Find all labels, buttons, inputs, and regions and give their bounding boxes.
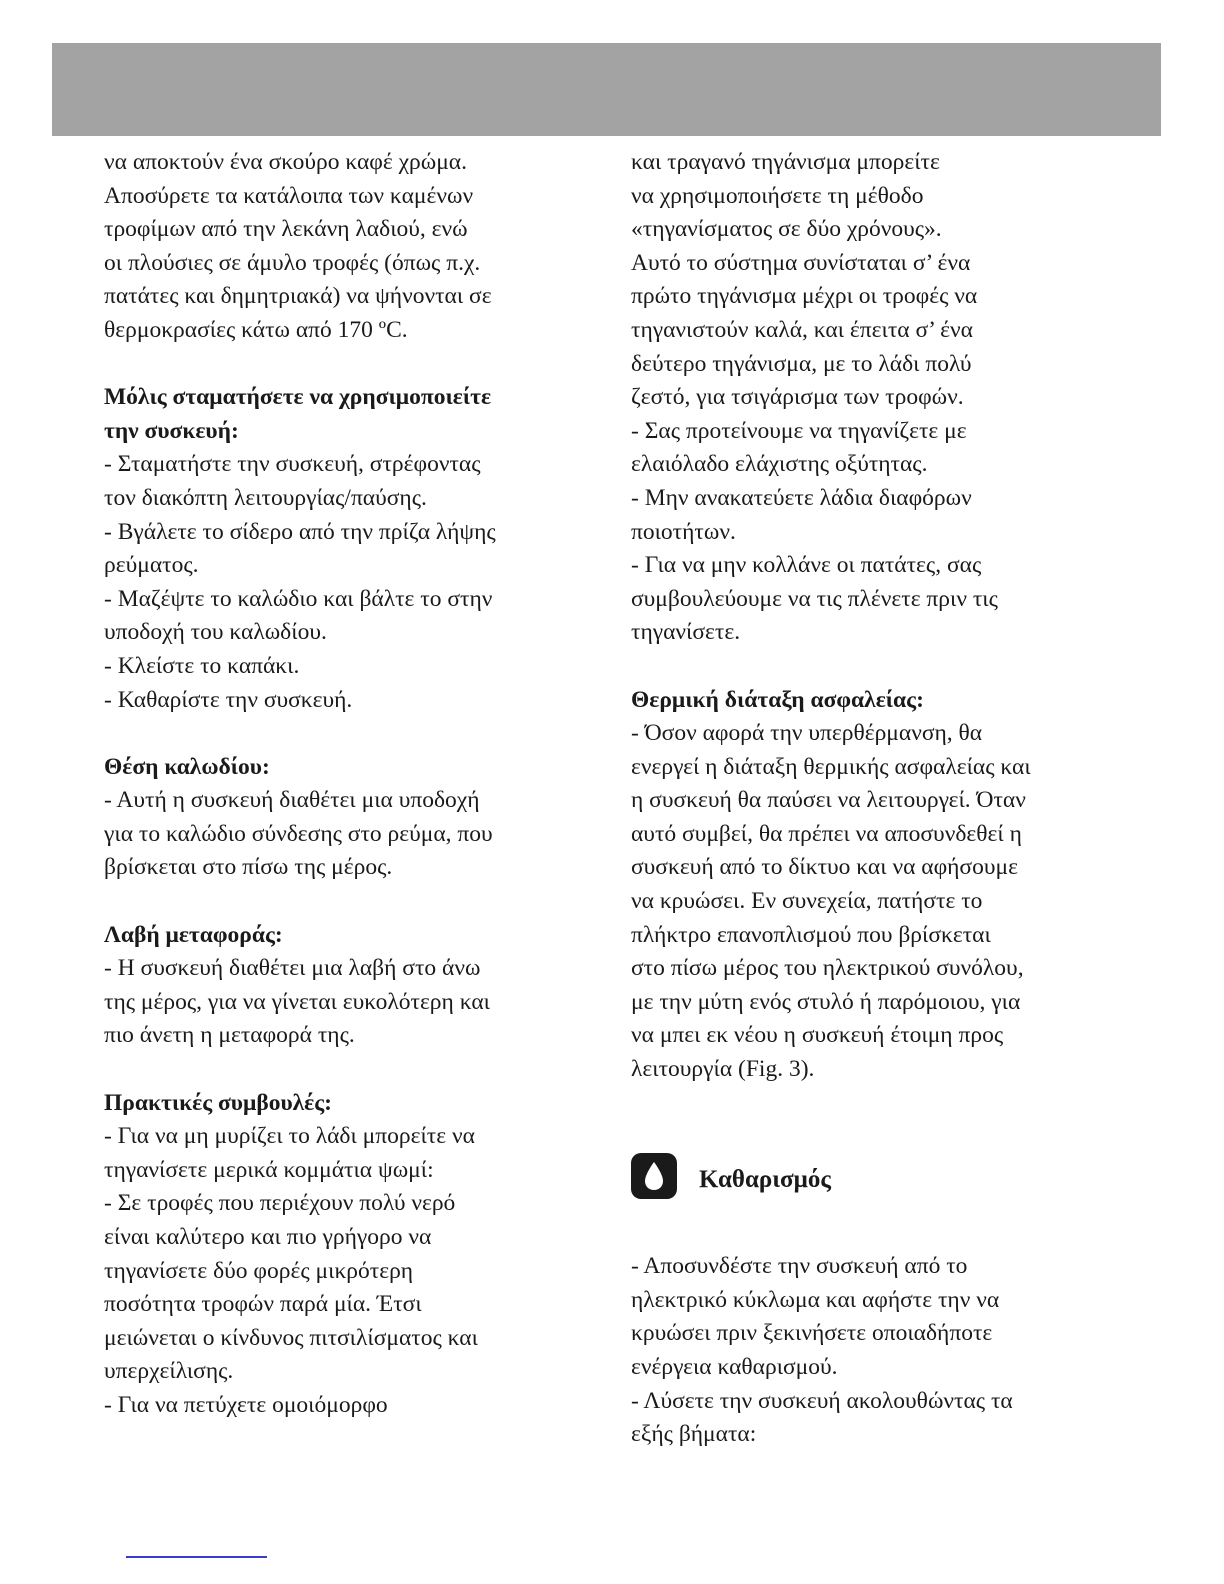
text-line: ποσότητα τροφών παρά μία. Έτσι <box>104 1291 422 1318</box>
cleaning-title-row <box>631 1151 1131 1201</box>
cleaning-section <box>631 1151 1131 1452</box>
text-line: εξής βήματα: <box>631 1421 757 1448</box>
text-line: να χρησιμοποιήσετε τη μέθοδο <box>631 182 924 209</box>
text-line: ζεστό, για τσιγάρισμα των τροφών. <box>631 384 964 411</box>
text-line: - Για να πετύχετε ομοιόμορφο <box>104 1391 388 1418</box>
text-line: - Σε τροφές που περιέχουν πολύ νερό <box>104 1190 456 1217</box>
text-line: - Σταματήστε την συσκευή, στρέφοντας <box>104 451 481 478</box>
text-line: οι πλούσιες σε άμυλο τροφές (όπως π.χ. <box>104 249 481 276</box>
text-line: ενέργεια καθαρισμού. <box>631 1354 838 1380</box>
text-line: πατάτες και δημητριακά) να ψήνονται σε <box>104 283 492 310</box>
text-line: - Καθαρίστε την συσκευή. <box>104 686 353 713</box>
text-line: η συσκευή θα παύσει να λειτουργεί. Όταν <box>631 787 1026 814</box>
text-line: της μέρος, για να γίνεται ευκολότερη και <box>104 988 490 1015</box>
footer-rule <box>126 1556 267 1558</box>
text-line: θερμοκρασίες κάτω από 170 ºC. <box>104 316 408 343</box>
text-line: δεύτερο τηγάνισμα, με το λάδι πολύ <box>631 350 972 377</box>
text-line: τηγανιστούν καλά, και έπειτα σ’ ένα <box>631 316 973 343</box>
text-line: ποιοτήτων. <box>631 518 736 545</box>
practical-tips-section <box>104 1087 584 1423</box>
text-line: - Μαζέψτε το καλώδιο και βάλτε το στην <box>104 585 493 612</box>
text-line: - Για να μη μυρίζει το λάδι μπορείτε να <box>104 1123 475 1150</box>
text-line: ενεργεί η διάταξη θερμικής ασφαλείας και <box>631 753 1031 780</box>
text-line: ηλεκτρικό κύκλωμα και αφήστε την να <box>631 1286 1000 1313</box>
section-heading: Μόλις σταματήσετε να χρησιμοποιείτε <box>104 384 491 411</box>
section-title: Καθαρισμός <box>699 1165 831 1193</box>
text-line: - Όσον αφορά την υπερθέρμανση, θα <box>631 720 983 747</box>
section-heading: Πρακτικές συμβουλές: <box>104 1089 332 1116</box>
text-line: να κρυώσει. Εν συνεχεία, πατήστε το <box>631 888 983 915</box>
text-line: - Η συσκευή διαθέτει μια λαβή στο άνω <box>104 955 481 982</box>
text-line: ρεύματος. <box>104 552 199 579</box>
text-line: - Κλείστε το καπάκι. <box>104 652 300 679</box>
section-heading: την συσκευή: <box>104 417 239 444</box>
text-line: - Αυτή η συσκευή διαθέτει μια υποδοχή <box>104 787 480 814</box>
cable-position-section <box>104 751 584 885</box>
text-line: Αποσύρετε τα κατάλοιπα των καμένων <box>104 182 474 209</box>
stop-usage-section <box>104 381 584 717</box>
text-line: - Σας προτείνουμε να τηγανίζετε με <box>631 417 967 444</box>
section-heading: Θερμική διάταξη ασφαλείας: <box>631 686 924 713</box>
text-line: ελαιόλαδο ελάχιστης οξύτητας. <box>631 451 928 478</box>
text-line: - Μην ανακατεύετε λάδια διαφόρων <box>631 484 972 511</box>
text-line: να αποκτούν ένα σκούρο καφέ χρώμα. <box>104 149 467 175</box>
text-line: τηγανίσετε. <box>631 619 741 646</box>
text-line: υποδοχή του καλωδίου. <box>104 619 327 646</box>
text-line: «τηγανίσματος σε δύο χρόνους». <box>631 216 942 243</box>
text-line: στο πίσω μέρος του ηλεκτρικού συνόλου, <box>631 955 1024 982</box>
text-line: τηγανίσετε δύο φορές μικρότερη <box>104 1257 414 1284</box>
text-line: τον διακόπτη λειτουργίας/παύσης. <box>104 484 427 511</box>
header-band <box>52 43 1161 136</box>
section-heading: Θέση καλωδίου: <box>104 753 270 780</box>
text-line: αυτό συμβεί, θα πρέπει να αποσυνδεθεί η <box>631 820 1022 847</box>
text-line: και τραγανό τηγάνισμα μπορείτε <box>631 149 940 175</box>
text-line: να μπει εκ νέου η συσκευή έτοιμη προς <box>631 1022 1004 1049</box>
text-line: για το καλώδιο σύνδεσης στο ρεύμα, που <box>104 820 493 847</box>
right-column <box>631 146 1131 1452</box>
text-line: τροφίμων από την λεκάνη λαδιού, ενώ <box>104 216 468 243</box>
text-line: - Αποσυνδέστε την συσκευή από το <box>631 1253 968 1280</box>
tips-continued <box>631 146 1131 650</box>
text-line: πιο άνετη η μεταφορά της. <box>104 1022 355 1049</box>
text-line: - Βγάλετε το σίδερο από την πρίζα λήψης <box>104 518 496 545</box>
text-line: τηγανίσετε μερικά κομμάτια ψωμί: <box>104 1156 434 1183</box>
water-drop-icon <box>631 1153 677 1199</box>
text-line: συσκευή από το δίκτυο και να αφήσουμε <box>631 854 1018 881</box>
text-line: με την μύτη ενός στυλό ή παρόμοιου, για <box>631 988 1021 1015</box>
text-line: βρίσκεται στο πίσω της μέρος. <box>104 854 393 881</box>
carry-handle-section <box>104 919 584 1053</box>
text-line: μειώνεται ο κίνδυνος πιτσιλίσματος και <box>104 1324 478 1351</box>
intro-paragraph <box>104 146 584 348</box>
text-line: πλήκτρο επανοπλισμού που βρίσκεται <box>631 921 991 948</box>
thermal-safety-section <box>631 684 1131 1087</box>
text-line: πρώτο τηγάνισμα μέχρι οι τροφές να <box>631 283 978 310</box>
left-column <box>104 146 584 1423</box>
text-line: Αυτό το σύστημα συνίσταται σ’ ένα <box>631 249 971 276</box>
text-line: είναι καλύτερο και πιο γρήγορο να <box>104 1224 432 1250</box>
text-line: - Λύσετε την συσκευή ακολουθώντας τα <box>631 1387 1013 1414</box>
text-line: - Για να μην κολλάνε οι πατάτες, σας <box>631 552 982 579</box>
text-line: λειτουργία (Fig. 3). <box>631 1056 815 1083</box>
text-line: συμβουλεύουμε να τις πλένετε πριν τις <box>631 585 998 612</box>
text-line: υπερχείλισης. <box>104 1358 234 1385</box>
section-heading: Λαβή μεταφοράς: <box>104 921 283 948</box>
text-line: κρυώσει πριν ξεκινήσετε οποιαδήποτε <box>631 1320 993 1347</box>
